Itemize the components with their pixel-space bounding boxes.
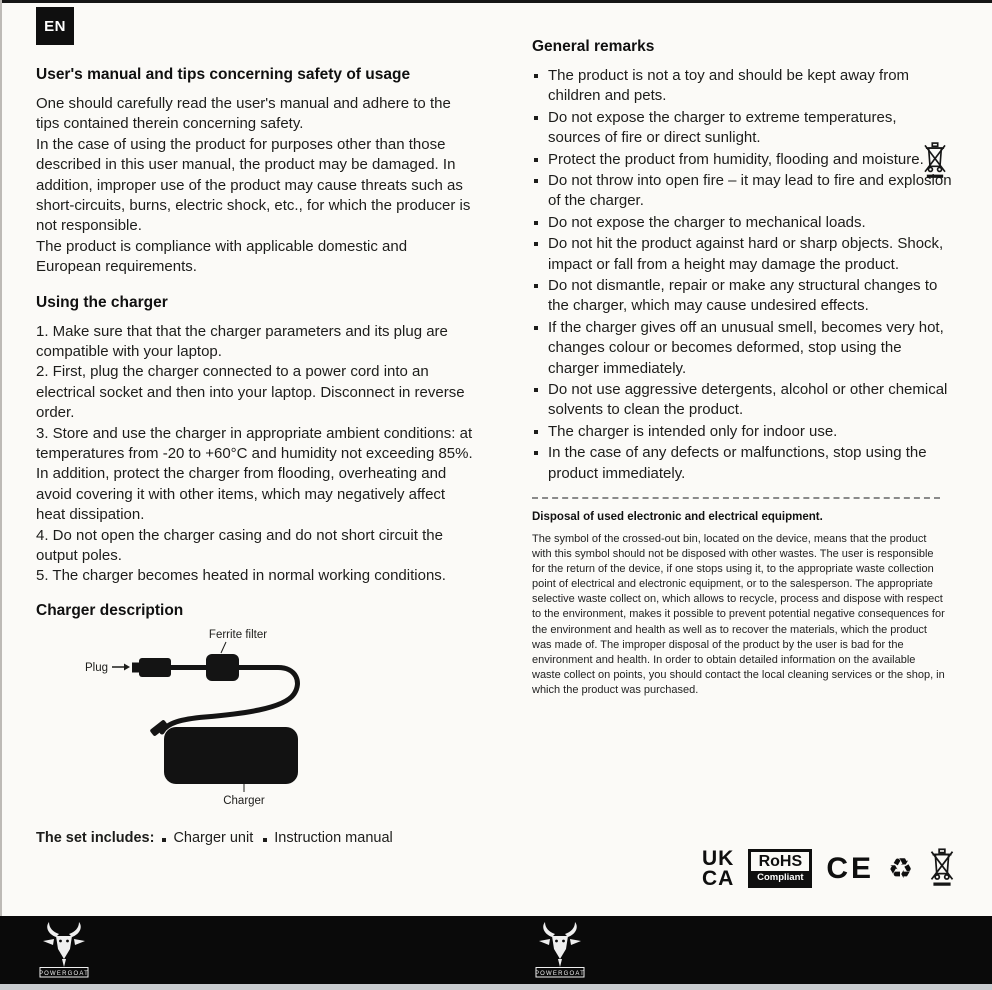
disposal-heading: Disposal of used electronic and electrical equipment. <box>532 510 823 523</box>
set-item-label: Instruction manual <box>274 830 393 847</box>
using-step-5: 5. The charger becomes heated in normal working conditions. <box>36 567 446 585</box>
bullet-marker <box>534 74 538 78</box>
charger-label: Charger <box>223 794 265 807</box>
set-item-instruction-manual <box>263 829 392 849</box>
remark-item <box>532 318 952 379</box>
safety-paragraph-1: One should carefully read the user's manual and adhere to the tips contained therein concerning safety. <box>36 95 451 133</box>
set-item-charger-unit <box>162 829 253 849</box>
ferrite-filter-label: Ferrite filter <box>208 628 268 641</box>
remark-item <box>532 276 952 317</box>
remark-item <box>532 380 952 421</box>
rohs-label: RoHS <box>758 853 803 870</box>
left-column <box>36 0 474 849</box>
scan-edge-bottom <box>0 984 992 990</box>
ukca-bottom: CA <box>702 866 735 890</box>
plug-label: Plug <box>84 661 108 674</box>
general-remarks-heading: General remarks <box>532 38 655 55</box>
remark-item <box>532 171 952 212</box>
remark-text: Do not expose the charger to extreme temperatures, sources of fire or direct sunlight. <box>548 108 897 147</box>
bullet-marker <box>534 158 538 162</box>
remark-item <box>532 422 952 442</box>
using-step-3: 3. Store and use the charger in appropriate ambient conditions: at temperatures from -20 to +60°C and humidity not exceeding 85%. In addition, protect the charger from flooding, overheating and avoid covering it with other items, which may negatively affect heat dissipation. <box>36 424 473 524</box>
remark-item <box>532 66 952 107</box>
charger-diagram <box>64 625 474 815</box>
remark-text: Do not throw into open fire – it may lead to fire and explosion of the charger. <box>548 172 952 210</box>
bullet-marker <box>534 116 538 120</box>
remark-item <box>532 443 952 484</box>
remark-item <box>532 213 952 233</box>
powergoat-logo <box>532 921 588 984</box>
plug-body <box>139 658 171 677</box>
remark-text: Do not dismantle, repair or make any structural changes to the charger, which may cause undesired effects. <box>548 276 938 315</box>
rohs-mark <box>748 849 812 888</box>
safety-paragraph-3: The product is compliance with applicable domestic and European requirements. <box>36 237 408 276</box>
ferrite-leader-line <box>221 642 226 653</box>
plug-prong <box>132 662 139 672</box>
remark-item <box>532 150 952 170</box>
bullet-marker <box>534 179 538 183</box>
rohs-compliant-label: Compliant <box>751 871 809 885</box>
bullet-marker <box>162 838 166 842</box>
powergoat-wordmark: POWERGOAT <box>38 970 90 977</box>
safety-paragraph-2: In the case of using the product for purposes other than those described in this user manual, the product may be damaged. In addition, improper use of the product may cause threats such as short-circuits, burns, electric shock, etc., for which the producer is not responsible. <box>36 135 471 235</box>
remark-text: If the charger gives off an unusual smell, becomes very hot, changes colour or becomes deformed, stop using the charger immediately. <box>548 318 944 377</box>
dashed-separator <box>532 497 940 499</box>
remark-text: Protect the product from humidity, flooding and moisture. <box>548 150 924 168</box>
bullet-marker <box>534 284 538 288</box>
remark-text: Do not expose the charger to mechanical loads. <box>548 213 866 231</box>
set-includes-label: The set includes: <box>36 830 155 847</box>
language-badge: EN <box>36 7 74 45</box>
right-column <box>532 0 952 698</box>
ce-mark: CE <box>826 851 875 885</box>
description-heading: Charger description <box>36 601 184 619</box>
remark-text: In the case of any defects or malfunctions, stop using the product immediately. <box>548 444 927 482</box>
using-step-1: 1. Make sure that that the charger parameters and its plug are compatible with your laptop. <box>36 322 448 361</box>
bullet-marker <box>263 838 267 842</box>
remark-item <box>532 234 952 275</box>
remark-text: Do not hit the product against hard or sharp objects. Shock, impact or fall from a height may damage the product. <box>548 235 944 273</box>
bullet-marker <box>534 326 538 330</box>
bullet-marker <box>534 221 538 225</box>
remark-text: Do not use aggressive detergents, alcohol or other chemical solvents to clean the product. <box>548 380 948 419</box>
certification-marks <box>702 845 957 892</box>
remark-item <box>532 108 952 149</box>
charger-brick <box>164 727 298 784</box>
remark-text: The charger is intended only for indoor use. <box>548 422 838 440</box>
set-item-label: Charger unit <box>173 830 254 847</box>
charger-diagram-drawing <box>64 625 464 809</box>
recycle-icon: ♻ <box>888 852 914 884</box>
powergoat-wordmark: POWERGOAT <box>534 970 586 977</box>
weee-bin-icon <box>921 139 949 184</box>
set-includes-row <box>36 829 474 849</box>
plug-arrow-head <box>124 663 130 670</box>
using-heading: Using the charger <box>36 293 168 311</box>
powergoat-logo <box>36 921 92 984</box>
ukca-mark <box>702 846 735 890</box>
bullet-marker <box>534 430 538 434</box>
bullet-marker <box>534 451 538 455</box>
ukca-top: UK <box>702 846 735 870</box>
footer-bar <box>0 916 992 984</box>
weee-bin-icon <box>927 845 957 892</box>
using-step-4: 4. Do not open the charger casing and do not short circuit the output poles. <box>36 526 443 564</box>
bullet-marker <box>534 242 538 246</box>
disposal-body: The symbol of the crossed-out bin, located on the device, means that the product with this symbol should not be disposed with other wastes. The user is responsible for the return of the device, if one stops using it, to the appropriate waste collection point of electrical and electronic equipment, or to the salesperson. The appropriate selective waste collect on, which allows to recycle, process and dispose with respect to the environment, makes it possible to prevent potential negative consequences for the environment and health as well as to recover the materials, which the product was made of. The improper disposal of the product by the user is bad for the environment and health. In order to obtain detailed information on the available waste collect on points, you should contact the local cleaning services or the shop, in which the product was purchased. <box>532 532 945 697</box>
ferrite-bead <box>206 654 239 681</box>
remark-text: The product is not a toy and should be kept away from children and pets. <box>548 67 910 105</box>
bullet-marker <box>534 388 538 392</box>
scan-edge-left <box>0 0 2 920</box>
safety-heading: User's manual and tips concerning safety of usage <box>36 66 411 83</box>
using-step-2: 2. First, plug the charger connected to a power cord into an electrical socket and then into your laptop. Disconnect in reverse order. <box>36 363 465 422</box>
